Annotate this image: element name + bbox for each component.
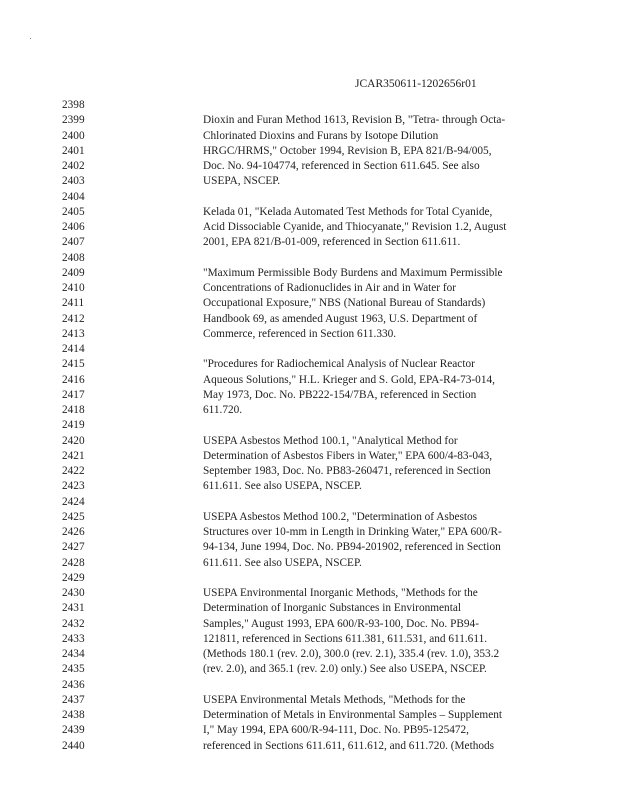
line-text: USEPA, NSCEP.	[203, 175, 281, 188]
line-number: 2404	[62, 190, 85, 203]
text-line	[0, 312, 618, 327]
text-line	[0, 342, 618, 357]
text-line	[0, 388, 618, 403]
line-number: 2405	[62, 205, 85, 218]
line-text: Samples," August 1993, EPA 600/R-93-100, Doc. No. PB94-	[203, 617, 479, 630]
line-number: 2408	[62, 251, 85, 264]
line-text: 611.720.	[203, 404, 243, 416]
text-line	[0, 235, 618, 250]
line-text: Determination of Metals in Environmental Samples – Supplement	[203, 709, 502, 721]
line-number: 2402	[62, 160, 85, 172]
text-line	[0, 662, 618, 677]
line-text: September 1983, Doc. No. PB83-260471, referenced in Section	[203, 465, 491, 477]
text-line	[0, 418, 618, 433]
text-line	[0, 357, 618, 372]
text-line	[0, 159, 618, 174]
line-number: 2401	[62, 144, 85, 157]
line-text: Concentrations of Radionuclides in Air and in Water for	[203, 282, 457, 294]
text-line	[0, 510, 618, 525]
line-number: 2406	[62, 221, 85, 233]
line-number: 2411	[62, 297, 85, 310]
line-number: 2432	[62, 617, 85, 630]
text-line	[0, 190, 618, 205]
line-number: 2427	[62, 541, 85, 554]
text-line	[0, 266, 618, 281]
line-text: (rev. 2.0), and 365.1 (rev. 2.0) only.) See also USEPA, NSCEP.	[203, 663, 487, 676]
line-text: Determination of Asbestos Fibers in Water," EPA 600/4-83-043,	[203, 449, 493, 462]
text-line	[0, 739, 618, 754]
text-line	[0, 403, 618, 418]
line-number: 2417	[62, 388, 85, 401]
line-number: 2434	[62, 648, 85, 660]
line-number: 2430	[62, 587, 85, 599]
text-line	[0, 540, 618, 555]
line-number: 2426	[62, 526, 85, 538]
line-text: USEPA Environmental Metals Methods, "Methods for the	[203, 693, 466, 706]
line-number: 2423	[62, 480, 85, 493]
line-text: May 1973, Doc. No. PB222-154/7BA, referenced in Section	[203, 388, 477, 401]
line-number: 2435	[62, 663, 85, 676]
line-text: USEPA Environmental Inorganic Methods, "Methods for the	[203, 587, 478, 599]
line-text: Commerce, referenced in Section 611.330.	[203, 327, 397, 340]
line-number: 2429	[62, 571, 85, 584]
text-line	[0, 708, 618, 723]
line-text: Kelada 01, "Kelada Automated Test Methods for Total Cyanide,	[203, 205, 493, 218]
line-number: 2419	[62, 419, 85, 432]
line-number: 2436	[62, 678, 85, 691]
line-number: 2422	[62, 465, 85, 477]
text-line	[0, 571, 618, 586]
text-line	[0, 586, 618, 601]
line-number: 2403	[62, 175, 85, 188]
document-id-header: JCAR350611-1202656r01	[355, 78, 477, 90]
line-number: 2438	[62, 709, 85, 721]
line-text: 94-134, June 1994, Doc. No. PB94-201902, referenced in Section	[203, 541, 501, 554]
text-line	[0, 464, 618, 479]
line-text: 611.611. See also USEPA, NSCEP.	[203, 556, 362, 569]
line-number: 2424	[62, 495, 85, 508]
text-line	[0, 251, 618, 266]
text-line	[0, 174, 618, 189]
text-line	[0, 678, 618, 693]
line-number: 2412	[62, 312, 85, 325]
text-line	[0, 479, 618, 494]
line-text: Aqueous Solutions," H.L. Krieger and S. Gold, EPA-R4-73-014,	[203, 373, 495, 386]
line-number: 2431	[62, 602, 85, 615]
text-line	[0, 98, 618, 113]
line-number: 2437	[62, 693, 85, 706]
text-line	[0, 113, 618, 128]
line-number: 2440	[62, 739, 85, 752]
text-line	[0, 449, 618, 464]
line-number: 2414	[62, 343, 85, 355]
line-number: 2400	[62, 129, 85, 142]
line-text: Acid Dissociable Cyanide, and Thiocyanate," Revision 1.2, August	[203, 221, 507, 233]
line-text: Occupational Exposure," NBS (National Bureau of Standards)	[203, 297, 486, 310]
line-number: 2407	[62, 236, 85, 249]
line-text: Chlorinated Dioxins and Furans by Isotope Dilution	[203, 129, 439, 142]
line-text: (Methods 180.1 (rev. 2.0), 300.0 (rev. 2.1), 335.4 (rev. 1.0), 353.2	[203, 648, 500, 660]
numbered-text-body	[0, 98, 618, 754]
line-number: 2410	[62, 282, 85, 294]
text-line	[0, 525, 618, 540]
text-line	[0, 144, 618, 159]
line-number: 2433	[62, 632, 85, 645]
line-text: 121811, referenced in Sections 611.381, 611.531, and 611.611.	[203, 632, 488, 645]
text-line	[0, 296, 618, 311]
line-number: 2428	[62, 556, 85, 569]
line-number: 2425	[62, 510, 85, 523]
line-text: "Procedures for Radiochemical Analysis of Nuclear Reactor	[203, 358, 475, 371]
line-text: "Maximum Permissible Body Burdens and Maximum Permissible	[203, 266, 503, 279]
line-number: 2413	[62, 327, 85, 340]
line-text: 2001, EPA 821/B-01-009, referenced in Section 611.611.	[203, 236, 461, 249]
text-line	[0, 434, 618, 449]
text-line	[0, 556, 618, 571]
text-line	[0, 723, 618, 738]
text-line	[0, 647, 618, 662]
line-text: HRGC/HRMS," October 1994, Revision B, EPA 821/B-94/005,	[203, 144, 492, 157]
line-text: Determination of Inorganic Substances in Environmental	[203, 602, 461, 615]
line-text: Doc. No. 94-104774, referenced in Section 611.645. See also	[203, 160, 480, 172]
text-line	[0, 281, 618, 296]
text-line	[0, 632, 618, 647]
line-text: USEPA Asbestos Method 100.1, "Analytical Method for	[203, 434, 458, 447]
text-line	[0, 373, 618, 388]
line-text: Handbook 69, as amended August 1963, U.S. Department of	[203, 312, 478, 325]
text-line	[0, 129, 618, 144]
line-number: 2439	[62, 724, 85, 737]
scan-speck	[30, 38, 31, 39]
text-line	[0, 495, 618, 510]
text-line	[0, 601, 618, 616]
text-line	[0, 617, 618, 632]
line-number: 2398	[62, 99, 85, 111]
line-number: 2421	[62, 449, 85, 462]
line-text: referenced in Sections 611.611, 611.612, and 611.720. (Methods	[203, 739, 495, 752]
text-line	[0, 327, 618, 342]
line-number: 2420	[62, 434, 85, 447]
line-number: 2399	[62, 114, 85, 127]
text-line	[0, 693, 618, 708]
line-text: 611.611. See also USEPA, NSCEP.	[203, 480, 362, 493]
line-number: 2415	[62, 358, 85, 371]
line-number: 2418	[62, 404, 85, 416]
line-text: USEPA Asbestos Method 100.2, "Determination of Asbestos	[203, 510, 478, 523]
text-line	[0, 205, 618, 220]
line-text: Structures over 10-mm in Length in Drinking Water," EPA 600/R-	[203, 526, 502, 538]
line-number: 2416	[62, 373, 85, 386]
line-number: 2409	[62, 266, 85, 279]
line-text: Dioxin and Furan Method 1613, Revision B, "Tetra- through Octa-	[203, 114, 506, 127]
line-text: I," May 1994, EPA 600/R-94-111, Doc. No. PB95-125472,	[203, 724, 470, 737]
text-line	[0, 220, 618, 235]
